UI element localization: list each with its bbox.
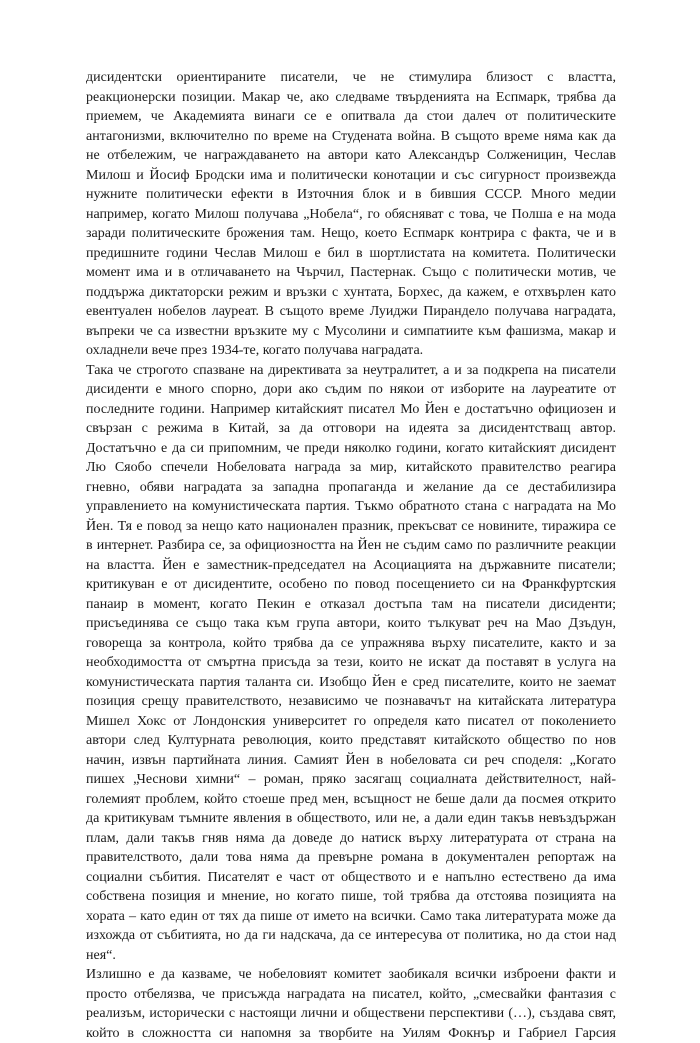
text-line: момент има и в отличаването на Чърчил, Пастернак. Също с политически мотив, че <box>86 263 616 283</box>
text-line: плам, дали такъв гняв няма да доведе до натиск върху литературата от страна на <box>86 829 616 849</box>
text-line: Мишел Хокс от Лондонския университет го определя като писател от поколението <box>86 712 616 732</box>
text-line: да критикувам тъмните явления в обществото, или не, а дали един такъв невъздържан <box>86 809 616 829</box>
text-line: панаир в момент, когато Пекин е отказал достъпа там на писатели дисиденти; <box>86 595 616 615</box>
text-line: антагонизми, включително по време на Студената война. В същото време няма как да <box>86 127 616 147</box>
text-line: евентуален нобелов лауреат. В същото време Луиджи Пирандело получава наградата, <box>86 302 616 322</box>
text-line: Йен. Тя е повод за нещо като национален празник, прекъсват се новините, тиражира се <box>86 517 616 537</box>
text-line: предишните години Чеслав Милош е бил в шортлистата на комитета. Политически <box>86 244 616 264</box>
text-line: Лю Сяобо спечели Нобеловата награда за мир, китайското правителство реагира <box>86 458 616 478</box>
text-line: хората – като един от тях да пише от името на всички. Само така литературата може да <box>86 907 616 927</box>
text-line: говореща за контрола, който трябва да се упражнява върху писателите, както и за <box>86 634 616 654</box>
text-line: нужните политически ефекти в Източния блок и в бившия СССР. Много медии <box>86 185 616 205</box>
text-line: реализъм, исторически с настоящи лични и обществени перспективи (…), създава свят, <box>86 1004 616 1024</box>
text-line: приемем, че Академията винаги се е опитвала да стои далеч от политическите <box>86 107 616 127</box>
text-line: просто отбелязва, че присъжда наградата на писател, който, „смесвайки фантазия с <box>86 985 616 1005</box>
text-line: изхожда от събитията, но да ги надскача, да се интересува от политика, но да стои над <box>86 926 616 946</box>
text-line: свързан с режима в Китай, за да отговори на идеята за дисидентстващ автор. <box>86 419 616 439</box>
paragraph <box>86 361 616 966</box>
text-line: поддържа диктаторски режим и връзки с хунтата, Борхес, да кажем, е отхвърлен като <box>86 283 616 303</box>
text-line: необходимостта от смъртна присъда за тези, които не искат да поставят в услуга на <box>86 653 616 673</box>
text-line: автори след Културната революция, които представят китайското общество по нов <box>86 731 616 751</box>
text-line: Достатъчно е да си припомним, че преди няколко години, когато китайският дисидент <box>86 439 616 459</box>
text-line: собствена позиция и мнение, но когато пише, той трябва да отстоява позицията на <box>86 887 616 907</box>
text-line: присъединява се също така към група автори, които тълкуват реч на Мао Дзъдун, <box>86 614 616 634</box>
text-line: социални събития. Писателят е част от обществото и е напълно естествено да има <box>86 868 616 888</box>
paragraph <box>86 965 616 1043</box>
text-line: в интернет. Разбира се, за официозността на Йен не съдим само по различните реакции <box>86 536 616 556</box>
paragraph <box>86 68 616 361</box>
text-line: дисиденти е много спорно, дори ако съдим по някои от изборите на лауреатите от <box>86 380 616 400</box>
text-line: управлението на комунистическата партия. Тъкмо обратното стана с наградата на Мо <box>86 497 616 517</box>
text-line: начин, извън партийната линия. Самият Йен в нобеловата си реч споделя: „Когато <box>86 751 616 771</box>
text-line: не отбележим, че награждаването на автори като Александър Солженицин, Чеслав <box>86 146 616 166</box>
text-line: позиция срещу правителството, независимо че познавачът на китайската литература <box>86 692 616 712</box>
text-line: въпреки че са известни връзките му с Мусолини и симпатиите към фашизма, макар и <box>86 322 616 342</box>
text-line: критикуван е от дисидентите, особено по повод посещението си на Франкфуртския <box>86 575 616 595</box>
text-line: Милош и Йосиф Бродски има и политически конотации и със сигурност произвежда <box>86 166 616 186</box>
text-line: например, когато Милош получава „Нобела“, го обясняват с това, че Полша е на мода <box>86 205 616 225</box>
text-line: комунистическата партия таланта си. Изобщо Йен е сред писателите, които не заемат <box>86 673 616 693</box>
text-line: заради политическите брожения там. Нещо, което Еспмарк контрира с факта, че и в <box>86 224 616 244</box>
text-line: охладнели вече през 1934-те, когато получава наградата. <box>86 341 616 361</box>
text-line: който в сложността си напомня за творбите на Уилям Фокнър и Габриел Гарсия <box>86 1024 616 1043</box>
text-line: пишех „Чеснови химни“ – роман, пряко засягащ социалната действителност, най- <box>86 770 616 790</box>
text-line: гневно, обяви наградата за западна пропаганда и желание да се дестабилизира <box>86 478 616 498</box>
text-line: реакционерски позиции. Макар че, ако следваме твърденията на Еспмарк, трябва да <box>86 88 616 108</box>
text-line: на властта. Йен е заместник-председател на Асоциацията на държавните писатели; <box>86 556 616 576</box>
text-line: правителството, дали това няма да превърне романа в документален репортаж на <box>86 848 616 868</box>
text-line: нея“. <box>86 946 616 966</box>
document-page <box>86 68 616 1043</box>
text-line: големият проблем, който стоеше пред мен, всъщност не беше дали да посмея открито <box>86 790 616 810</box>
text-line: Излишно е да казваме, че нобеловият комитет заобикаля всички изброени факти и <box>86 965 616 985</box>
text-line: Така че строгото спазване на директивата за неутралитет, а и за подкрепа на писатели <box>86 361 616 381</box>
text-line: дисидентски ориентираните писатели, че не стимулира близост с властта, <box>86 68 616 88</box>
text-line: последните години. Например китайският писател Мо Йен е достатъчно официозен и <box>86 400 616 420</box>
